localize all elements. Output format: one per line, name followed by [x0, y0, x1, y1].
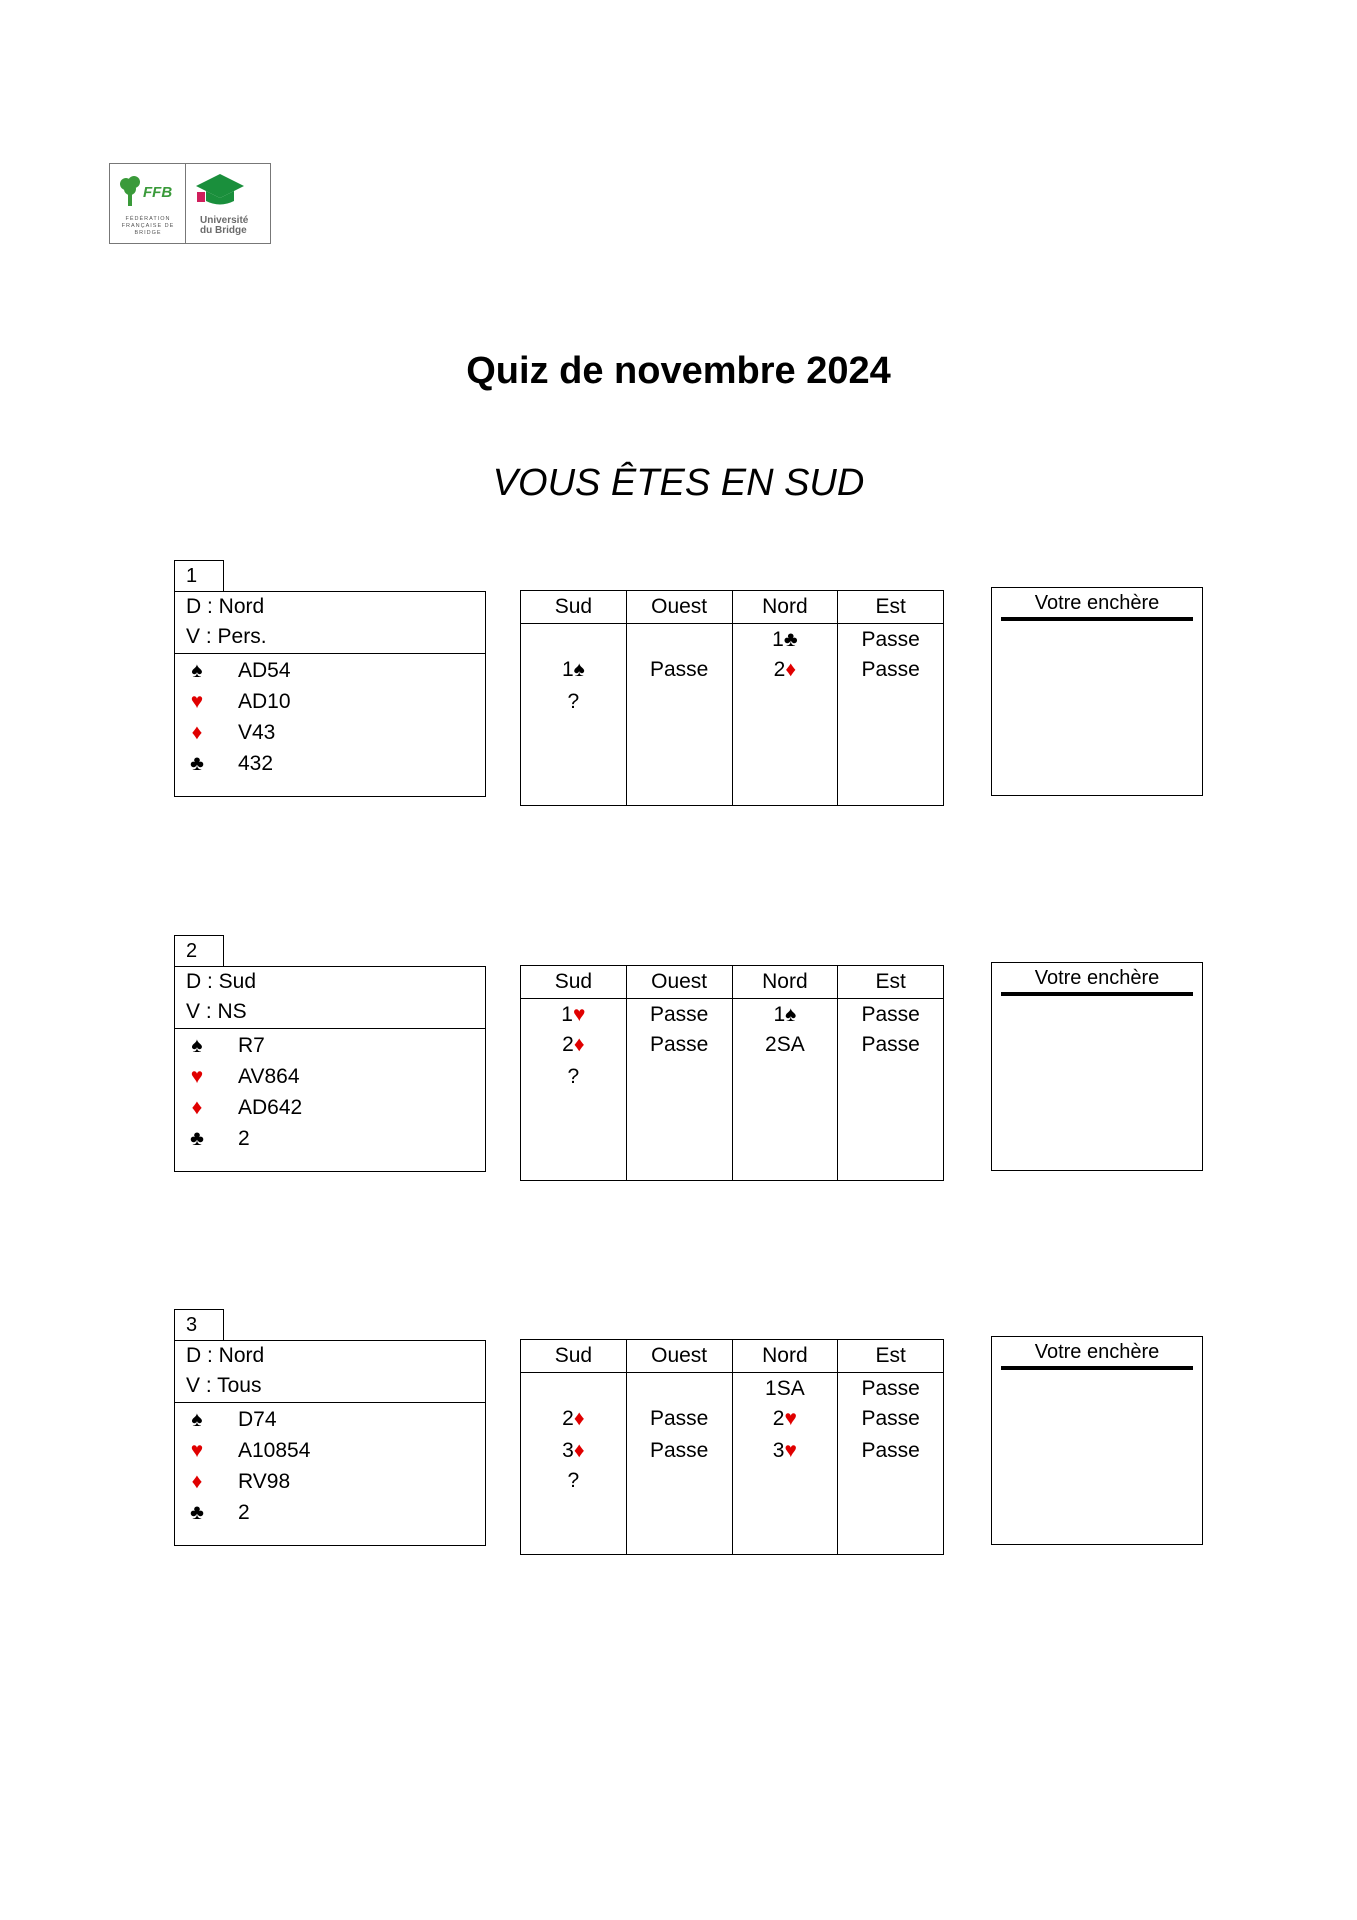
spades-cards: AD54 — [238, 659, 291, 682]
answer-label: Votre enchère — [1034, 1341, 1160, 1363]
bid-suit-icon: ♥ — [784, 1407, 797, 1430]
bidding-column-nord — [732, 999, 838, 1181]
hearts-cards: AV864 — [238, 1065, 300, 1088]
bidding-column-sud — [521, 999, 626, 1181]
ffb-logo-text: FFB — [143, 184, 173, 201]
answer-label: Votre enchère — [1034, 967, 1160, 989]
bid-cell — [521, 654, 626, 685]
diamonds-icon: ♦ — [191, 1096, 203, 1119]
bid-cell — [521, 1465, 626, 1496]
ffb-logo-panel — [110, 164, 186, 243]
hand-spades-row — [175, 655, 485, 686]
bid-text: Passe — [861, 1439, 920, 1462]
bid-text: Passe — [649, 1439, 709, 1462]
bidding-column-ouest — [626, 999, 732, 1181]
clubs-icon: ♣ — [190, 1501, 204, 1524]
bidding-header-sud: Sud — [554, 1344, 593, 1367]
bidding-header-nord: Nord — [732, 591, 838, 623]
bid-text: ? — [567, 690, 580, 713]
bid-text: Passe — [861, 1377, 920, 1400]
bid-text: Passe — [649, 1407, 709, 1430]
bid-cell — [733, 1373, 838, 1404]
bid-cell — [627, 654, 732, 685]
bidding-header-sud: Sud — [554, 970, 593, 993]
hand-box — [174, 1340, 486, 1546]
bid-text: Passe — [861, 658, 920, 681]
bid-cell — [627, 1029, 732, 1060]
bidding-header-ouest: Ouest — [626, 591, 732, 623]
deal-number: 3 — [174, 1309, 224, 1340]
bid-text: Passe — [861, 628, 920, 651]
hearts-cards: A10854 — [238, 1439, 311, 1462]
diamonds-icon: ♦ — [191, 1470, 203, 1493]
bidding-column-est — [837, 1373, 943, 1555]
answer-box[interactable] — [991, 1336, 1203, 1545]
clubs-icon: ♣ — [190, 752, 204, 775]
diamonds-cards: AD642 — [238, 1096, 303, 1119]
deal-number: 1 — [174, 560, 224, 591]
hearts-icon: ♥ — [190, 1065, 204, 1088]
bid-suit-icon: ♣ — [783, 628, 798, 651]
hearts-icon: ♥ — [190, 1439, 204, 1462]
hand-spades-row — [175, 1030, 485, 1061]
bid-text: Passe — [649, 658, 709, 681]
bidding-header-est: Est — [837, 966, 943, 998]
bid-text: 1 — [772, 628, 784, 651]
bid-suit-icon: ♦ — [573, 1407, 585, 1430]
bid-text: 1 — [773, 1003, 786, 1026]
hand-hearts-row — [175, 1061, 485, 1092]
bid-text: 2 — [772, 1407, 785, 1430]
bid-text: 1SA — [765, 1377, 805, 1400]
bid-suit-icon: ♠ — [785, 1003, 797, 1026]
bid-text: 1 — [561, 658, 574, 681]
bidding-header-nord: Nord — [732, 966, 838, 998]
bid-text: 2 — [773, 658, 786, 681]
ffb-logo-subtitle: FÉDÉRATION FRANÇAISE DE BRIDGE — [121, 216, 175, 236]
bid-text: Passe — [861, 1003, 920, 1026]
clubs-cards: 2 — [238, 1501, 250, 1524]
dealer-label: D : Sud — [186, 970, 257, 993]
universite-logo-text: Université du Bridge — [200, 215, 249, 236]
spades-icon: ♠ — [191, 1408, 203, 1431]
bid-cell — [838, 624, 943, 655]
vulnerability-label: V : NS — [186, 1000, 247, 1023]
bid-cell — [521, 686, 626, 717]
hearts-icon: ♥ — [190, 690, 204, 713]
hand-diamonds-row — [175, 1466, 485, 1497]
bidding-table — [520, 1339, 944, 1555]
answer-box[interactable] — [991, 587, 1203, 796]
answer-label: Votre enchère — [1034, 592, 1160, 614]
hearts-cards: AD10 — [238, 690, 291, 713]
bid-text: ? — [567, 1065, 580, 1088]
diamonds-cards: V43 — [238, 721, 276, 744]
bid-cell — [733, 1403, 838, 1434]
bid-cell — [521, 1029, 626, 1060]
bid-cell — [838, 999, 943, 1030]
spades-cards: R7 — [238, 1034, 265, 1057]
bid-cell — [838, 1435, 943, 1466]
spades-icon: ♠ — [191, 659, 203, 682]
bidding-column-est — [837, 624, 943, 806]
bidding-column-ouest — [626, 1373, 732, 1555]
dealer-label: D : Nord — [186, 1344, 265, 1367]
bid-text: 1 — [561, 1003, 573, 1026]
hand-hearts-row — [175, 1435, 485, 1466]
bidding-header-ouest: Ouest — [626, 1340, 732, 1372]
bid-text: 2 — [562, 1407, 574, 1430]
bid-suit-icon: ♥ — [784, 1439, 797, 1462]
spades-icon: ♠ — [191, 1034, 203, 1057]
bid-cell — [733, 654, 838, 685]
hand-diamonds-row — [175, 717, 485, 748]
page-title: Quiz de novembre 2024 — [466, 350, 891, 392]
bidding-column-ouest — [626, 624, 732, 806]
hand-clubs-row — [175, 1497, 485, 1528]
bid-suit-icon: ♦ — [573, 1033, 585, 1056]
universite-logo-panel — [186, 164, 270, 243]
vulnerability-label: V : Pers. — [186, 625, 267, 648]
tree-icon — [116, 174, 146, 210]
hand-box — [174, 591, 486, 797]
bidding-table — [520, 590, 944, 806]
hand-diamonds-row — [175, 1092, 485, 1123]
graduation-cap-icon — [192, 172, 248, 212]
clubs-cards: 432 — [238, 752, 274, 775]
spades-cards: D74 — [238, 1408, 277, 1431]
hand-hearts-row — [175, 686, 485, 717]
bidding-header-est: Est — [837, 1340, 943, 1372]
bid-cell — [627, 999, 732, 1030]
bid-cell — [521, 1435, 626, 1466]
deal-number: 2 — [174, 935, 224, 966]
bid-cell — [627, 1403, 732, 1434]
bidding-column-sud — [521, 1373, 626, 1555]
clubs-icon: ♣ — [190, 1127, 204, 1150]
bidding-column-sud — [521, 624, 626, 806]
bid-cell — [733, 1435, 838, 1466]
bid-text: Passe — [649, 1003, 709, 1026]
bid-suit-icon: ♦ — [785, 658, 797, 681]
bid-cell — [838, 1373, 943, 1404]
bidding-header-nord: Nord — [732, 1340, 838, 1372]
bid-cell — [733, 999, 838, 1030]
bidding-table — [520, 965, 944, 1181]
bid-cell — [521, 1061, 626, 1092]
page-subtitle: VOUS ÊTES EN SUD — [492, 462, 865, 504]
hand-spades-row — [175, 1404, 485, 1435]
bidding-header-sud: Sud — [554, 595, 593, 618]
bid-cell — [733, 1029, 838, 1060]
bid-cell — [521, 1403, 626, 1434]
bid-cell — [838, 654, 943, 685]
bidding-header-est: Est — [837, 591, 943, 623]
bid-text: 3 — [772, 1439, 785, 1462]
bid-cell — [838, 1029, 943, 1060]
clubs-cards: 2 — [238, 1127, 250, 1150]
bid-suit-icon: ♠ — [573, 658, 585, 681]
bid-text: 2SA — [765, 1033, 805, 1056]
bidding-column-nord — [732, 1373, 838, 1555]
answer-box[interactable] — [991, 962, 1203, 1171]
bid-cell — [733, 624, 838, 655]
bid-cell — [627, 1435, 732, 1466]
hand-box — [174, 966, 486, 1172]
bid-cell — [838, 1403, 943, 1434]
bidding-column-est — [837, 999, 943, 1181]
bidding-header-ouest: Ouest — [626, 966, 732, 998]
diamonds-cards: RV98 — [238, 1470, 291, 1493]
bid-text: 2 — [562, 1033, 574, 1056]
bid-text: 3 — [562, 1439, 574, 1462]
bid-text: Passe — [861, 1407, 920, 1430]
bid-text: ? — [567, 1469, 580, 1492]
ffb-logo — [109, 163, 271, 244]
hand-clubs-row — [175, 1123, 485, 1154]
hand-clubs-row — [175, 748, 485, 779]
bid-suit-icon: ♥ — [572, 1003, 586, 1026]
dealer-label: D : Nord — [186, 595, 265, 618]
bid-text: Passe — [649, 1033, 709, 1056]
vulnerability-label: V : Tous — [186, 1374, 262, 1397]
bid-cell — [521, 999, 626, 1030]
diamonds-icon: ♦ — [191, 721, 203, 744]
bidding-column-nord — [732, 624, 838, 806]
bid-suit-icon: ♦ — [573, 1439, 585, 1462]
bid-text: Passe — [861, 1033, 920, 1056]
